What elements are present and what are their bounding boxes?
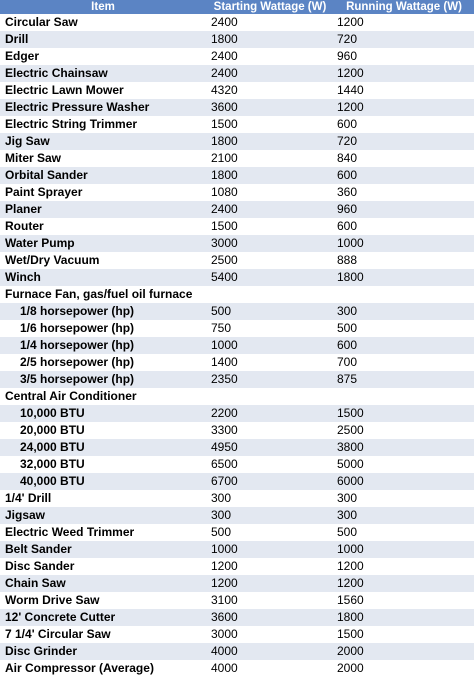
- header-starting-wattage: Starting Wattage (W): [206, 0, 334, 14]
- table-row: [0, 490, 474, 507]
- section-row: [0, 388, 474, 405]
- item-cell: Orbital Sander: [0, 167, 206, 184]
- starting-wattage-cell: 4000: [206, 660, 334, 677]
- starting-wattage-cell: 3000: [206, 626, 334, 643]
- section-row: [0, 286, 474, 303]
- running-wattage-cell: 1200: [334, 65, 474, 82]
- item-cell: 32,000 BTU: [0, 456, 206, 473]
- starting-wattage-cell: 3000: [206, 235, 334, 252]
- table-row: [0, 48, 474, 65]
- running-wattage-cell: 500: [334, 320, 474, 337]
- item-cell: Drill: [0, 31, 206, 48]
- running-wattage-cell: 5000: [334, 456, 474, 473]
- running-wattage-cell: 1800: [334, 269, 474, 286]
- starting-wattage-cell: 500: [206, 303, 334, 320]
- running-wattage-cell: 1440: [334, 82, 474, 99]
- running-wattage-cell: 300: [334, 490, 474, 507]
- table-row: [0, 65, 474, 82]
- table-row: [0, 303, 474, 320]
- running-wattage-cell: 300: [334, 303, 474, 320]
- item-cell: Water Pump: [0, 235, 206, 252]
- table-row: [0, 405, 474, 422]
- running-wattage-cell: 888: [334, 252, 474, 269]
- item-cell: Disc Sander: [0, 558, 206, 575]
- table-row: [0, 201, 474, 218]
- running-wattage-cell: 960: [334, 48, 474, 65]
- item-cell: Disc Grinder: [0, 643, 206, 660]
- running-wattage-cell: 1200: [334, 99, 474, 116]
- item-cell: Circular Saw: [0, 14, 206, 31]
- table-row: [0, 592, 474, 609]
- table-row: [0, 507, 474, 524]
- item-cell: 20,000 BTU: [0, 422, 206, 439]
- starting-wattage-cell: 3100: [206, 592, 334, 609]
- running-wattage-cell: 700: [334, 354, 474, 371]
- item-cell: 24,000 BTU: [0, 439, 206, 456]
- starting-wattage-cell: 4320: [206, 82, 334, 99]
- running-wattage-cell: 2000: [334, 643, 474, 660]
- running-wattage-cell: 6000: [334, 473, 474, 490]
- starting-wattage-cell: 4950: [206, 439, 334, 456]
- starting-wattage-cell: 3600: [206, 99, 334, 116]
- table-row: [0, 269, 474, 286]
- item-cell: Planer: [0, 201, 206, 218]
- table-row: [0, 99, 474, 116]
- item-cell: Electric Lawn Mower: [0, 82, 206, 99]
- table-row: [0, 541, 474, 558]
- running-wattage-cell: 360: [334, 184, 474, 201]
- item-cell: Jigsaw: [0, 507, 206, 524]
- item-cell: Jig Saw: [0, 133, 206, 150]
- item-cell: Worm Drive Saw: [0, 592, 206, 609]
- starting-wattage-cell: 3300: [206, 422, 334, 439]
- starting-wattage-cell: 1800: [206, 167, 334, 184]
- running-wattage-cell: 1200: [334, 558, 474, 575]
- starting-wattage-cell: 6700: [206, 473, 334, 490]
- item-cell: 7 1/4' Circular Saw: [0, 626, 206, 643]
- starting-wattage-cell: 1400: [206, 354, 334, 371]
- starting-wattage-cell: 2400: [206, 48, 334, 65]
- table-row: [0, 235, 474, 252]
- section-label: Central Air Conditioner: [0, 388, 474, 405]
- item-cell: 40,000 BTU: [0, 473, 206, 490]
- running-wattage-cell: 1500: [334, 626, 474, 643]
- item-cell: Miter Saw: [0, 150, 206, 167]
- item-cell: 1/4' Drill: [0, 490, 206, 507]
- starting-wattage-cell: 1800: [206, 133, 334, 150]
- starting-wattage-cell: 1500: [206, 116, 334, 133]
- starting-wattage-cell: 750: [206, 320, 334, 337]
- table-row: [0, 643, 474, 660]
- running-wattage-cell: 1000: [334, 235, 474, 252]
- starting-wattage-cell: 1200: [206, 575, 334, 592]
- item-cell: Electric Pressure Washer: [0, 99, 206, 116]
- starting-wattage-cell: 300: [206, 507, 334, 524]
- item-cell: Chain Saw: [0, 575, 206, 592]
- running-wattage-cell: 1200: [334, 14, 474, 31]
- starting-wattage-cell: 2400: [206, 201, 334, 218]
- running-wattage-cell: 720: [334, 133, 474, 150]
- running-wattage-cell: 1500: [334, 405, 474, 422]
- item-cell: Winch: [0, 269, 206, 286]
- table-row: [0, 167, 474, 184]
- table-row: [0, 371, 474, 388]
- starting-wattage-cell: 1000: [206, 541, 334, 558]
- starting-wattage-cell: 2400: [206, 65, 334, 82]
- table-row: [0, 320, 474, 337]
- item-cell: Electric Chainsaw: [0, 65, 206, 82]
- header-item: Item: [0, 0, 206, 14]
- starting-wattage-cell: 1080: [206, 184, 334, 201]
- item-cell: 1/6 horsepower (hp): [0, 320, 206, 337]
- table-body: [0, 14, 474, 677]
- table-row: [0, 218, 474, 235]
- item-cell: Wet/Dry Vacuum: [0, 252, 206, 269]
- item-cell: 1/8 horsepower (hp): [0, 303, 206, 320]
- running-wattage-cell: 500: [334, 524, 474, 541]
- table-row: [0, 575, 474, 592]
- running-wattage-cell: 300: [334, 507, 474, 524]
- running-wattage-cell: 2000: [334, 660, 474, 677]
- table-row: [0, 252, 474, 269]
- starting-wattage-cell: 6500: [206, 456, 334, 473]
- table-row: [0, 524, 474, 541]
- table-row: [0, 456, 474, 473]
- running-wattage-cell: 600: [334, 337, 474, 354]
- item-cell: Belt Sander: [0, 541, 206, 558]
- item-cell: Router: [0, 218, 206, 235]
- table-row: [0, 133, 474, 150]
- running-wattage-cell: 600: [334, 167, 474, 184]
- running-wattage-cell: 720: [334, 31, 474, 48]
- section-label: Furnace Fan, gas/fuel oil furnace: [0, 286, 474, 303]
- running-wattage-cell: 875: [334, 371, 474, 388]
- table-row: [0, 14, 474, 31]
- table-row: [0, 82, 474, 99]
- starting-wattage-cell: 3600: [206, 609, 334, 626]
- running-wattage-cell: 600: [334, 116, 474, 133]
- running-wattage-cell: 2500: [334, 422, 474, 439]
- table-row: [0, 558, 474, 575]
- table-row: [0, 184, 474, 201]
- item-cell: 1/4 horsepower (hp): [0, 337, 206, 354]
- starting-wattage-cell: 2350: [206, 371, 334, 388]
- starting-wattage-cell: 2100: [206, 150, 334, 167]
- running-wattage-cell: 600: [334, 218, 474, 235]
- table-row: [0, 473, 474, 490]
- item-cell: Air Compressor (Average): [0, 660, 206, 677]
- table-row: [0, 439, 474, 456]
- item-cell: 2/5 horsepower (hp): [0, 354, 206, 371]
- running-wattage-cell: 3800: [334, 439, 474, 456]
- item-cell: Electric String Trimmer: [0, 116, 206, 133]
- running-wattage-cell: 1800: [334, 609, 474, 626]
- running-wattage-cell: 1560: [334, 592, 474, 609]
- starting-wattage-cell: 1500: [206, 218, 334, 235]
- starting-wattage-cell: 1200: [206, 558, 334, 575]
- table-row: [0, 422, 474, 439]
- item-cell: 10,000 BTU: [0, 405, 206, 422]
- table-header: [0, 0, 474, 14]
- running-wattage-cell: 840: [334, 150, 474, 167]
- starting-wattage-cell: 4000: [206, 643, 334, 660]
- starting-wattage-cell: 5400: [206, 269, 334, 286]
- header-row: [0, 0, 474, 14]
- table-row: [0, 116, 474, 133]
- starting-wattage-cell: 300: [206, 490, 334, 507]
- table-row: [0, 609, 474, 626]
- item-cell: Paint Sprayer: [0, 184, 206, 201]
- starting-wattage-cell: 1000: [206, 337, 334, 354]
- table-row: [0, 354, 474, 371]
- table-row: [0, 626, 474, 643]
- starting-wattage-cell: 500: [206, 524, 334, 541]
- item-cell: 3/5 horsepower (hp): [0, 371, 206, 388]
- running-wattage-cell: 960: [334, 201, 474, 218]
- table-row: [0, 31, 474, 48]
- table-row: [0, 660, 474, 677]
- header-running-wattage: Running Wattage (W): [334, 0, 474, 14]
- table-row: [0, 150, 474, 167]
- starting-wattage-cell: 2500: [206, 252, 334, 269]
- running-wattage-cell: 1200: [334, 575, 474, 592]
- item-cell: Edger: [0, 48, 206, 65]
- starting-wattage-cell: 2400: [206, 14, 334, 31]
- starting-wattage-cell: 1800: [206, 31, 334, 48]
- starting-wattage-cell: 2200: [206, 405, 334, 422]
- table-row: [0, 337, 474, 354]
- running-wattage-cell: 1000: [334, 541, 474, 558]
- item-cell: 12' Concrete Cutter: [0, 609, 206, 626]
- item-cell: Electric Weed Trimmer: [0, 524, 206, 541]
